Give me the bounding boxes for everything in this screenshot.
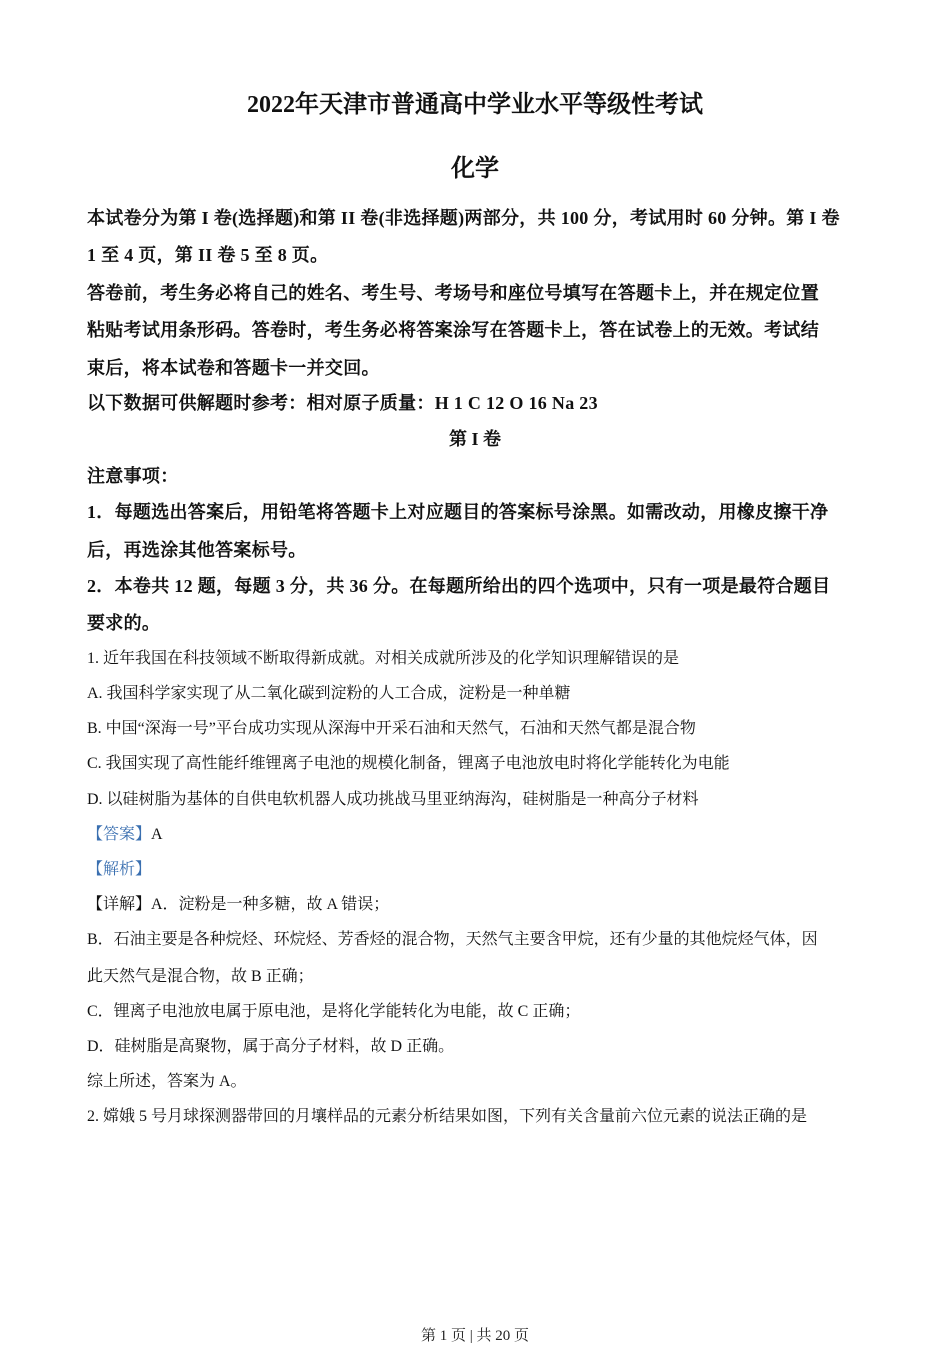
question-2-stem: 2. 嫦娥 5 号月球探测器带回的月壤样品的元素分析结果如图，下列有关含量前六位元素的说法正确的是 <box>87 1108 808 1125</box>
intro-line-5: 束后，将本试卷和答题卡一并交回。 <box>87 358 380 378</box>
answer-value: A <box>151 826 163 843</box>
detail-line-1: 【详解】A．淀粉是一种多糖，故 A 错误； <box>87 896 390 913</box>
section-heading: 第 I 卷 <box>448 429 501 449</box>
answer-row <box>87 821 867 844</box>
atomic-mass-reference: 以下数据可供解题时参考：相对原子质量：H 1 C 12 O 16 Na 23 <box>87 393 598 413</box>
detail-line-4: C．锂离子电池放电属于原电池，是将化学能转化为电能，故 C 正确； <box>87 1003 581 1020</box>
detail-line-3: 此天然气是混合物，故 B 正确； <box>87 968 314 985</box>
answer-label: 【答案】 <box>87 826 152 843</box>
notice-line-1: 1．每题选出答案后，用铅笔将答题卡上对应题目的答案标号涂黑。如需改动，用橡皮擦干净 <box>87 502 829 522</box>
intro-line-2: 1 至 4 页，第 II 卷 5 至 8 页。 <box>87 245 329 265</box>
page-footer: 第 1 页 | 共 20 页 <box>420 1328 529 1344</box>
question-1-option-a: A. 我国科学家实现了从二氧化碳到淀粉的人工合成，淀粉是一种单糖 <box>87 685 571 702</box>
analysis-label: 【解析】 <box>87 861 152 878</box>
intro-line-3: 答卷前，考生务必将自己的姓名、考生号、考场号和座位号填写在答题卡上，并在规定位置 <box>87 283 819 303</box>
question-1-option-b: B. 中国“深海一号”平台成功实现从深海中开采石油和天然气，石油和天然气都是混合物 <box>87 720 696 737</box>
notice-line-2: 后，再选涂其他答案标号。 <box>87 540 307 560</box>
notice-line-3: 2．本卷共 12 题，每题 3 分，共 36 分。在每题所给出的四个选项中，只有一项是最符合题目 <box>87 576 831 596</box>
question-1-stem: 1. 近年我国在科技领域不断取得新成就。对相关成就所涉及的化学知识理解错误的是 <box>87 650 680 667</box>
detail-line-5: D．硅树脂是高聚物，属于高分子材料，故 D 正确。 <box>87 1038 455 1055</box>
question-1-option-c: C. 我国实现了高性能纤维锂离子电池的规模化制备，锂离子电池放电时将化学能转化为电能 <box>87 755 730 772</box>
exam-title: 2022年天津市普通高中学业水平等级性考试 <box>247 92 703 118</box>
intro-line-1: 本试卷分为第 I 卷(选择题)和第 II 卷(非选择题)两部分，共 100 分，考试用时 60 分钟。第 I 卷 <box>87 208 840 228</box>
notice-line-4: 要求的。 <box>87 613 161 633</box>
conclusion-line: 综上所述，答案为 A。 <box>87 1073 247 1090</box>
question-1-option-d: D. 以硅树脂为基体的自供电软机器人成功挑战马里亚纳海沟，硅树脂是一种高分子材料 <box>87 791 699 808</box>
subject-title: 化学 <box>451 156 499 182</box>
notice-heading: 注意事项： <box>87 466 179 486</box>
intro-line-4: 粘贴考试用条形码。答卷时，考生务必将答案涂写在答题卡上，答在试卷上的无效。考试结 <box>87 320 819 340</box>
detail-line-2: B．石油主要是各种烷烃、环烷烃、芳香烃的混合物，天然气主要含甲烷，还有少量的其他烷烃气体，因 <box>87 931 818 948</box>
